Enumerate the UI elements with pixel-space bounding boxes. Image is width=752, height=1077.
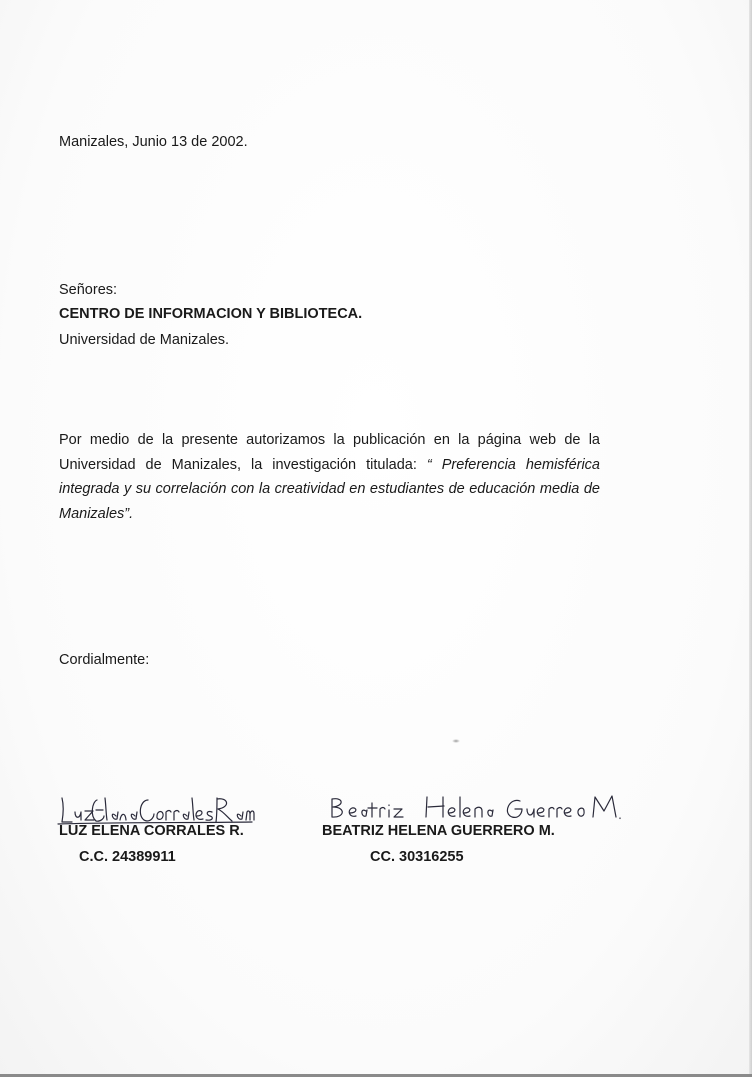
research-title: “ Preferencia hemisférica integrada y su correlación con la creatividad en estudiantes de educación media de Manizales”. — [59, 456, 600, 522]
letter-date: Manizales, Junio 13 de 2002. — [59, 134, 248, 150]
signatory-1-name: LUZ ELENA CORRALES R. — [59, 823, 244, 839]
signatory-1-id: C.C. 24389911 — [79, 849, 176, 865]
closing: Cordialmente: — [59, 652, 150, 668]
signature-beatriz-helena-guerrero — [322, 793, 622, 823]
signatory-2-id: CC. 30316255 — [370, 849, 464, 865]
salutation: Señores: — [59, 282, 118, 298]
signatory-2-name: BEATRIZ HELENA GUERRERO M. — [322, 823, 555, 839]
recipient-institution: Universidad de Manizales. — [59, 332, 230, 348]
scan-speck — [452, 739, 460, 743]
body-intro: Por medio de la presente autorizamos la publicación en la página web de la Universidad de Manizales, la investigación titulada: — [59, 432, 600, 473]
letter-body — [59, 428, 600, 526]
recipient-name: CENTRO DE INFORMACION Y BIBLIOTECA. — [59, 306, 363, 322]
